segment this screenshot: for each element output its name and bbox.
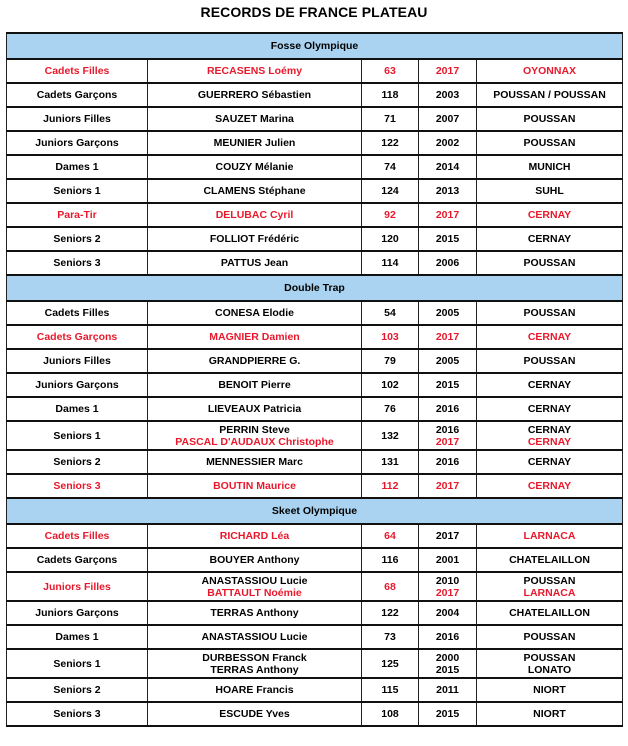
name-cell (148, 572, 362, 601)
score-cell: 76 (362, 397, 419, 421)
place-cell (477, 301, 623, 325)
record-row (7, 397, 623, 421)
name-cell (148, 155, 362, 179)
score-cell: 79 (362, 349, 419, 373)
name-cell-line: PASCAL D'AUDAUX Christophe (175, 435, 334, 448)
year-cell-line: 2005 (435, 355, 460, 367)
record-row (7, 421, 623, 450)
score-cell: 125 (362, 649, 419, 678)
year-cell-line: 2016 (435, 403, 460, 415)
year-cell (419, 83, 477, 107)
category-cell: Seniors 1 (7, 649, 148, 678)
year-cell (419, 107, 477, 131)
place-cell (477, 548, 623, 572)
year-cell-line: 2015 (435, 379, 460, 391)
place-cell (477, 59, 623, 83)
place-cell-line: POUSSAN (523, 137, 576, 149)
name-cell-line: ANASTASSIOU Lucie (201, 631, 308, 643)
score-cell: 120 (362, 227, 419, 251)
place-cell (477, 702, 623, 726)
year-cell-line: 2017 (435, 209, 460, 221)
score-cell: 124 (362, 179, 419, 203)
score-cell: 103 (362, 325, 419, 349)
year-cell (419, 301, 477, 325)
year-cell-line: 2014 (435, 161, 460, 173)
score-cell: 122 (362, 601, 419, 625)
record-row (7, 325, 623, 349)
year-cell (419, 450, 477, 474)
year-cell (419, 131, 477, 155)
page-title: RECORDS DE FRANCE PLATEAU (200, 4, 428, 20)
record-row (7, 179, 623, 203)
name-cell (148, 373, 362, 397)
record-row (7, 107, 623, 131)
record-row (7, 131, 623, 155)
name-cell-line: DELUBAC Cyril (215, 209, 294, 221)
place-cell-line: CERNAY (527, 379, 572, 391)
record-row (7, 155, 623, 179)
place-cell-line: CERNAY (527, 209, 572, 221)
score-cell: 68 (362, 572, 419, 601)
place-cell-line: NIORT (533, 708, 566, 720)
name-cell (148, 649, 362, 678)
place-cell-line: CERNAY (527, 456, 572, 468)
score-cell: 54 (362, 301, 419, 325)
place-cell (477, 678, 623, 702)
record-row (7, 625, 623, 649)
year-cell-line: 2001 (435, 554, 460, 566)
year-cell-line: 2011 (436, 684, 459, 696)
score-cell: 116 (362, 548, 419, 572)
category-cell: Seniors 3 (7, 474, 148, 498)
name-cell (148, 349, 362, 373)
record-row (7, 251, 623, 275)
name-cell (148, 251, 362, 275)
name-cell-line: COUZY Mélanie (215, 161, 294, 173)
section-header (7, 275, 623, 301)
name-cell (148, 524, 362, 548)
year-cell-line: 2017 (435, 65, 460, 77)
year-cell (419, 203, 477, 227)
year-cell (419, 474, 477, 498)
name-cell (148, 325, 362, 349)
name-cell-line: ANASTASSIOU Lucie (201, 574, 308, 587)
name-cell-line: BENOIT Pierre (218, 379, 291, 391)
category-cell: Cadets Filles (7, 524, 148, 548)
year-cell (419, 325, 477, 349)
score-cell: 74 (362, 155, 419, 179)
name-cell (148, 421, 362, 450)
year-cell-line: 2003 (435, 89, 460, 101)
name-cell-line: RECASENS Loémy (206, 65, 303, 77)
year-cell (419, 421, 477, 450)
name-cell (148, 625, 362, 649)
name-cell-line: PATTUS Jean (220, 257, 289, 269)
record-row (7, 702, 623, 726)
place-cell (477, 601, 623, 625)
name-cell-line: DURBESSON Franck (202, 651, 307, 664)
year-cell (419, 625, 477, 649)
category-cell: Seniors 2 (7, 678, 148, 702)
name-cell (148, 702, 362, 726)
score-cell: 73 (362, 625, 419, 649)
record-row (7, 349, 623, 373)
category-cell: Juniors Filles (7, 572, 148, 601)
place-cell (477, 107, 623, 131)
year-cell-line: 2016 (435, 631, 460, 643)
name-cell (148, 107, 362, 131)
place-cell-line: CERNAY (527, 403, 572, 415)
place-cell-line: LONATO (527, 663, 572, 676)
category-cell: Seniors 2 (7, 227, 148, 251)
place-cell-line: MUNICH (528, 161, 571, 173)
place-cell (477, 572, 623, 601)
place-cell (477, 450, 623, 474)
year-cell (419, 349, 477, 373)
place-cell-line: CERNAY (527, 233, 572, 245)
name-cell-line: MEUNIER Julien (213, 137, 296, 149)
place-cell-line: POUSSAN (523, 355, 576, 367)
place-cell-line: LARNACA (523, 586, 576, 599)
record-row (7, 203, 623, 227)
name-cell-line: FOLLIOT Frédéric (209, 233, 300, 245)
category-cell: Seniors 2 (7, 450, 148, 474)
name-cell-line: LIEVEAUX Patricia (207, 403, 302, 415)
year-cell (419, 702, 477, 726)
score-cell: 64 (362, 524, 419, 548)
year-cell-line: 2016 (435, 423, 460, 436)
name-cell-line: TERRAS Anthony (210, 607, 299, 619)
name-cell (148, 450, 362, 474)
name-cell-line: ESCUDE Yves (219, 708, 290, 720)
name-cell (148, 474, 362, 498)
category-cell: Dames 1 (7, 397, 148, 421)
year-cell (419, 572, 477, 601)
place-cell (477, 397, 623, 421)
place-cell (477, 179, 623, 203)
place-cell (477, 325, 623, 349)
name-cell-line: GUERRERO Sébastien (197, 89, 312, 101)
category-cell: Juniors Garçons (7, 373, 148, 397)
name-cell (148, 548, 362, 572)
name-cell-line: RICHARD Léa (219, 530, 290, 542)
name-cell-line: MAGNIER Damien (209, 331, 300, 343)
place-cell (477, 421, 623, 450)
record-row (7, 227, 623, 251)
year-cell-line: 2015 (435, 708, 460, 720)
score-cell: 63 (362, 59, 419, 83)
year-cell-line: 2017 (435, 480, 460, 492)
place-cell (477, 349, 623, 373)
category-cell: Dames 1 (7, 625, 148, 649)
place-cell-line: CHATELAILLON (509, 554, 590, 566)
year-cell (419, 251, 477, 275)
record-row (7, 678, 623, 702)
year-cell (419, 601, 477, 625)
section-header (7, 498, 623, 524)
place-cell (477, 474, 623, 498)
place-cell (477, 625, 623, 649)
place-cell-line: POUSSAN (523, 307, 576, 319)
year-cell (419, 373, 477, 397)
name-cell-line: BOUTIN Maurice (213, 480, 296, 492)
category-cell: Cadets Filles (7, 301, 148, 325)
place-cell-line: POUSSAN (523, 257, 576, 269)
name-cell-line: MENNESSIER Marc (206, 456, 303, 468)
year-cell (419, 227, 477, 251)
place-cell (477, 524, 623, 548)
year-cell-line: 2015 (435, 233, 460, 245)
record-row (7, 601, 623, 625)
name-cell-line: HOARE Francis (215, 684, 294, 696)
section-title: Double Trap (7, 275, 623, 301)
score-cell: 115 (362, 678, 419, 702)
score-cell: 71 (362, 107, 419, 131)
score-cell: 112 (362, 474, 419, 498)
section-header (7, 33, 623, 59)
record-row (7, 373, 623, 397)
record-row (7, 548, 623, 572)
year-cell-line: 2004 (435, 607, 460, 619)
year-cell-line: 2002 (435, 137, 460, 149)
place-cell-line: POUSSAN / POUSSAN (493, 89, 606, 101)
name-cell-line: GRANDPIERRE G. (208, 355, 301, 367)
category-cell: Seniors 1 (7, 421, 148, 450)
category-cell: Cadets Garçons (7, 325, 148, 349)
place-cell-line: CHATELAILLON (509, 607, 590, 619)
score-cell: 92 (362, 203, 419, 227)
place-cell-line: CERNAY (527, 423, 572, 436)
score-cell: 131 (362, 450, 419, 474)
year-cell (419, 179, 477, 203)
name-cell (148, 59, 362, 83)
name-cell (148, 203, 362, 227)
year-cell (419, 524, 477, 548)
year-cell-line: 2010 (435, 574, 460, 587)
year-cell (419, 678, 477, 702)
name-cell-line: BOUYER Anthony (209, 554, 300, 566)
place-cell (477, 373, 623, 397)
category-cell: Cadets Garçons (7, 83, 148, 107)
score-cell: 108 (362, 702, 419, 726)
category-cell: Para-Tir (7, 203, 148, 227)
name-cell (148, 397, 362, 421)
name-cell-line: PERRIN Steve (219, 423, 290, 436)
year-cell (419, 397, 477, 421)
score-cell: 114 (362, 251, 419, 275)
record-row (7, 649, 623, 678)
year-cell (419, 548, 477, 572)
year-cell-line: 2013 (435, 185, 460, 197)
score-cell: 118 (362, 83, 419, 107)
name-cell (148, 301, 362, 325)
place-cell-line: POUSSAN (523, 651, 576, 664)
category-cell: Juniors Filles (7, 349, 148, 373)
category-cell: Cadets Filles (7, 59, 148, 83)
place-cell (477, 203, 623, 227)
place-cell (477, 131, 623, 155)
records-table (6, 32, 623, 727)
record-row (7, 59, 623, 83)
name-cell (148, 83, 362, 107)
place-cell-line: SUHL (535, 185, 564, 197)
year-cell-line: 2017 (435, 435, 460, 448)
record-row (7, 474, 623, 498)
place-cell-line: POUSSAN (523, 631, 576, 643)
name-cell-line: CONESA Elodie (215, 307, 294, 319)
name-cell-line: TERRAS Anthony (210, 663, 299, 676)
record-row (7, 301, 623, 325)
place-cell-line: CERNAY (527, 480, 572, 492)
year-cell-line: 2015 (435, 663, 460, 676)
score-cell: 132 (362, 421, 419, 450)
year-cell-line: 2016 (435, 456, 460, 468)
year-cell-line: 2017 (435, 331, 460, 343)
category-cell: Juniors Filles (7, 107, 148, 131)
place-cell-line: NIORT (533, 684, 566, 696)
year-cell-line: 2007 (435, 113, 460, 125)
place-cell (477, 83, 623, 107)
year-cell-line: 2006 (435, 257, 460, 269)
place-cell (477, 227, 623, 251)
category-cell: Dames 1 (7, 155, 148, 179)
category-cell: Cadets Garçons (7, 548, 148, 572)
place-cell-line: CERNAY (527, 331, 572, 343)
category-cell: Juniors Garçons (7, 131, 148, 155)
name-cell (148, 227, 362, 251)
place-cell-line: LARNACA (523, 530, 576, 542)
place-cell-line: CERNAY (527, 435, 572, 448)
score-cell: 102 (362, 373, 419, 397)
name-cell-line: BATTAULT Noémie (207, 586, 302, 599)
place-cell (477, 251, 623, 275)
year-cell-line: 2000 (435, 651, 460, 664)
name-cell (148, 601, 362, 625)
category-cell: Seniors 3 (7, 251, 148, 275)
record-row (7, 524, 623, 548)
record-row (7, 572, 623, 601)
category-cell: Seniors 1 (7, 179, 148, 203)
score-cell: 122 (362, 131, 419, 155)
name-cell (148, 678, 362, 702)
record-row (7, 450, 623, 474)
year-cell (419, 649, 477, 678)
year-cell-line: 2017 (435, 586, 460, 599)
place-cell (477, 649, 623, 678)
place-cell-line: POUSSAN (523, 574, 576, 587)
year-cell (419, 59, 477, 83)
name-cell (148, 179, 362, 203)
year-cell (419, 155, 477, 179)
category-cell: Juniors Garçons (7, 601, 148, 625)
category-cell: Seniors 3 (7, 702, 148, 726)
place-cell-line: OYONNAX (522, 65, 577, 77)
year-cell-line: 2005 (435, 307, 460, 319)
record-row (7, 83, 623, 107)
place-cell (477, 155, 623, 179)
year-cell-line: 2017 (435, 530, 460, 542)
name-cell-line: SAUZET Marina (215, 113, 294, 125)
name-cell (148, 131, 362, 155)
section-title: Skeet Olympique (7, 498, 623, 524)
place-cell-line: POUSSAN (523, 113, 576, 125)
section-title: Fosse Olympique (7, 33, 623, 59)
name-cell-line: CLAMENS Stéphane (203, 185, 306, 197)
